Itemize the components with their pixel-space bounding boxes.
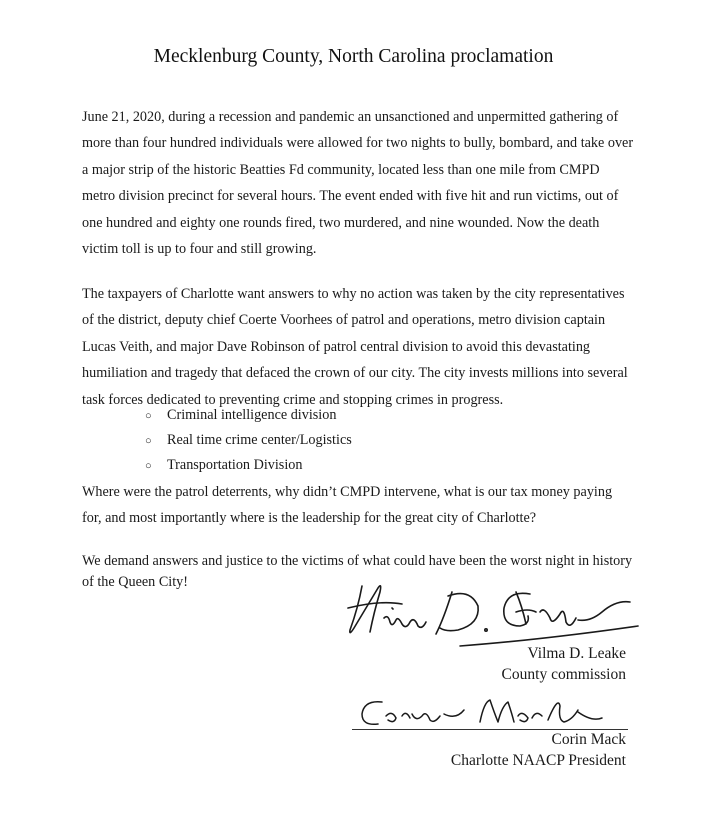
circle-bullet-icon: ○ bbox=[145, 460, 152, 472]
circle-bullet-icon: ○ bbox=[145, 410, 152, 422]
signature-vilma-leake bbox=[340, 578, 640, 653]
paragraph-event-description bbox=[82, 104, 642, 262]
text-line: The taxpayers of Charlotte want answers to why no action was taken by the city representatives bbox=[82, 286, 625, 302]
signatory-role: Charlotte NAACP President bbox=[450, 752, 626, 769]
list-item bbox=[145, 453, 352, 478]
signatory-block-2 bbox=[451, 729, 626, 771]
list-item-label: Transportation Division bbox=[167, 457, 303, 473]
list-item-label: Real time crime center/Logistics bbox=[167, 432, 352, 448]
list-item bbox=[145, 403, 352, 428]
text-line: task forces dedicated to preventing crime and stopping crimes in progress. bbox=[82, 391, 504, 408]
document-title: Mecklenburg County, North Carolina proclamation bbox=[153, 46, 554, 67]
signatory-name: Corin Mack bbox=[551, 731, 626, 748]
text-line: a major strip of the historic Beatties Fd community, located less than one mile from CMPD bbox=[82, 161, 600, 178]
signature-corin-mack bbox=[352, 692, 612, 734]
task-force-list bbox=[145, 403, 352, 478]
paragraph-questions bbox=[82, 479, 642, 532]
signatory-name: Vilma D. Leake bbox=[527, 645, 626, 662]
text-line: for, and most importantly where is the leadership for the great city of Charlotte? bbox=[82, 510, 537, 527]
text-line: of the district, deputy chief Coerte Voorhees of patrol and operations, metro division captain bbox=[82, 312, 606, 329]
text-line: more than four hundred individuals were allowed for two nights to bully, bombard, and take over bbox=[82, 135, 634, 152]
text-line: humiliation and tragedy that defaced the crown of our city. The city invests millions into several bbox=[82, 365, 628, 382]
list-item bbox=[145, 428, 352, 453]
signatory-block-1 bbox=[502, 643, 626, 685]
text-line: June 21, 2020, during a recession and pandemic an unsanctioned and unpermitted gathering of bbox=[82, 109, 619, 125]
signatory-role: County commission bbox=[501, 666, 626, 683]
text-line: Lucas Veith, and major Dave Robinson of patrol central division to avoid this devastating bbox=[82, 338, 591, 355]
text-line: metro division precinct for several hours. The event ended with five hit and run victims, out of bbox=[82, 188, 619, 205]
text-line: one hundred and eighty one rounds fired, two murdered, and nine wounded. Now the death bbox=[82, 214, 600, 231]
paragraph-taxpayers bbox=[82, 281, 642, 413]
circle-bullet-icon: ○ bbox=[145, 435, 152, 447]
text-line: victim toll is up to four and still growing. bbox=[82, 241, 317, 258]
text-line: We demand answers and justice to the victims of what could have been the worst night in history bbox=[82, 553, 633, 569]
text-line: of the Queen City! bbox=[82, 574, 188, 590]
text-line: Where were the patrol deterrents, why didn’t CMPD intervene, what is our tax money paying bbox=[82, 484, 613, 500]
list-item-label: Criminal intelligence division bbox=[167, 407, 337, 423]
